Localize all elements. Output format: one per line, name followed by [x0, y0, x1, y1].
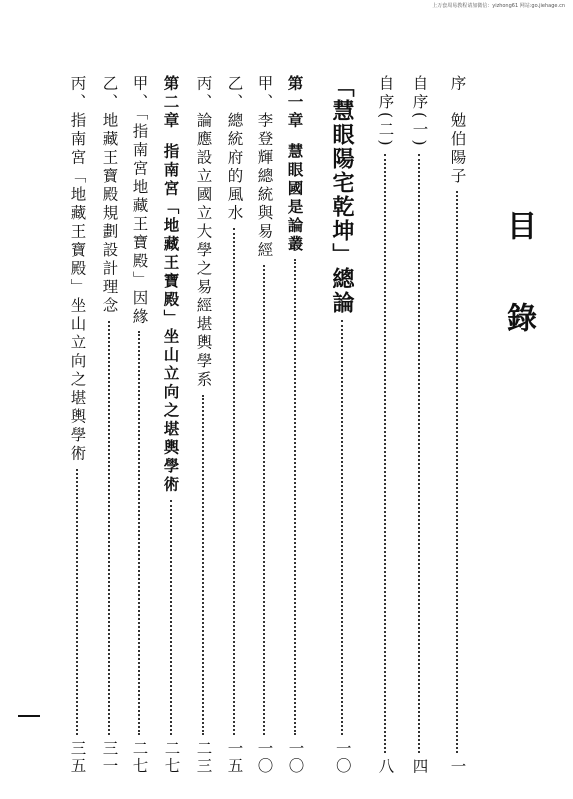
- chapter-title: 指南宮「地藏王寶殿」坐山立向之堪輿學術: [161, 143, 181, 495]
- toc-entry-label: 丙、論應設立國立大學之易經堪輿學系: [194, 75, 213, 390]
- leader-dots: [418, 154, 420, 753]
- leader-dots: [108, 321, 110, 736]
- toc-entry-label: 自序(一): [410, 75, 429, 149]
- toc-entry-label: 乙、地藏王寶殿規劃設計理念: [100, 75, 119, 316]
- toc-entry-1-a: [256, 75, 272, 775]
- toc-entry-1-c: [195, 75, 211, 775]
- toc-entry-2-a: [131, 75, 147, 775]
- leader-dots: [202, 395, 204, 736]
- toc-page-number: 三一: [100, 740, 119, 775]
- toc-page-number: 二七: [130, 740, 149, 775]
- leader-dots: [341, 320, 343, 735]
- toc-entry-label: 甲、李登輝總統與易經: [255, 75, 274, 260]
- leader-dots: [76, 469, 78, 736]
- toc-entry-self-preface-1: [411, 75, 427, 775]
- chapter-title: 慧眼國是論叢: [285, 143, 305, 255]
- leader-dots: [170, 500, 172, 735]
- toc-page-number: 一〇: [333, 740, 352, 775]
- toc-page-number: 一五: [225, 740, 244, 775]
- leader-dots: [384, 154, 386, 753]
- toc-page-number: 一: [448, 757, 467, 775]
- toc-entry-label: 「慧眼陽宅乾坤」總論: [329, 75, 355, 315]
- leader-dots: [294, 259, 296, 735]
- toc-entry-1-b: [226, 75, 242, 775]
- page-title: 目錄: [501, 210, 536, 394]
- page-header-text: 上万套周易教程请加微信：yizhong61 网站:go.jiehage.cn: [432, 3, 565, 9]
- leader-dots: [263, 265, 265, 735]
- folio-mark: [18, 715, 40, 717]
- toc-entry-general-discussion: [331, 75, 353, 775]
- toc-entry-2-c: [69, 75, 85, 775]
- chapter-number: 第一章: [285, 75, 305, 131]
- toc-entry-chapter-2: [163, 75, 179, 775]
- toc-page-number: 一〇: [286, 740, 305, 775]
- toc-entry-self-preface-2: [377, 75, 393, 775]
- leader-dots: [456, 191, 458, 753]
- toc-entry-label: 丙、指南宮「地藏王寶殿」坐山立向之堪輿學術: [68, 75, 87, 464]
- toc-entry-2-b: [101, 75, 117, 775]
- leader-dots: [138, 331, 140, 735]
- toc-page-number: 三五: [68, 740, 87, 775]
- toc-page-number: 二七: [162, 740, 181, 775]
- toc-page-number: 四: [410, 757, 429, 775]
- toc-entry-chapter-1: [287, 75, 303, 775]
- toc-entry-label: 自序(二): [376, 75, 395, 149]
- leader-dots: [233, 228, 235, 735]
- chapter-number: 第二章: [161, 75, 181, 131]
- toc-page-number: 八: [376, 757, 395, 775]
- toc-entry-label: 序 勉伯陽子: [448, 75, 467, 186]
- toc-entry-label: 甲、「指南宮地藏王寶殿」因緣: [130, 75, 149, 327]
- toc-page-number: 二三: [194, 740, 213, 775]
- toc-entry-preface: [449, 75, 465, 775]
- toc-entry-label: 乙、總統府的風水: [225, 75, 244, 223]
- toc-page-number: 一〇: [255, 740, 274, 775]
